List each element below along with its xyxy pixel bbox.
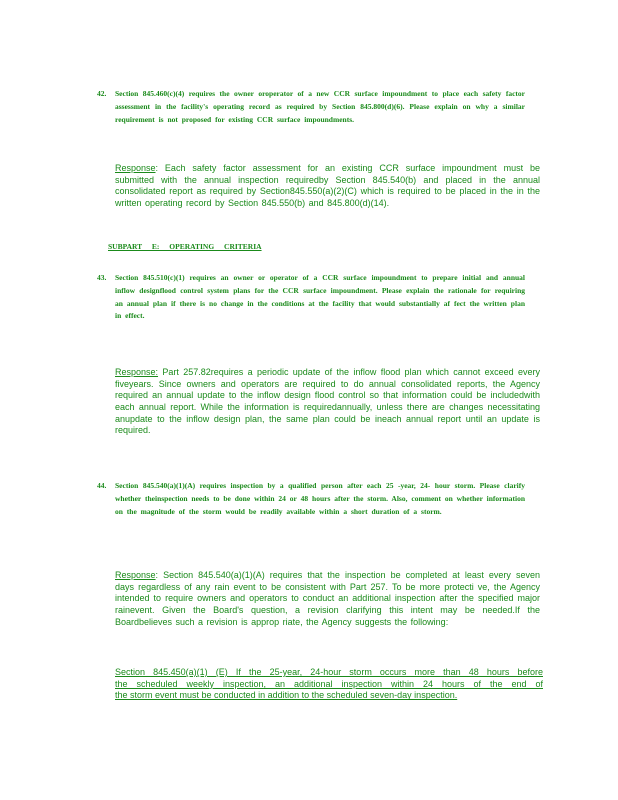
response-text: Part 257.82requires a periodic update of the inflow flood plan which cannot exceed every fiveyears. Since owners and operators are required to do annual consolidated reports, the Agency required an annual update to the inflow design flood control so that information could be includedwith each annual report. While the information is requiredannually, unless there are changes necessitating anupdate to the inflow design plan, the same plan could be ineach annual report until an update is required. bbox=[115, 367, 540, 436]
response-paragraph bbox=[115, 367, 540, 437]
question-text: Section 845.460(c)(4) requires the owner oroperator of a new CCR surface impoundment to place each safety factor assessment in the facility's operating record as required by Section 845.800(d)(6). Please explain on why a similar requirement is not proposed for existing CCR surface impoundments. bbox=[115, 89, 525, 124]
item-number: 44. bbox=[97, 481, 107, 490]
proposed-revision bbox=[115, 667, 543, 702]
response-paragraph bbox=[115, 570, 540, 628]
proposed-revision-line: Section 845.450(a)(1) (E) If the 25-year, 24-hour storm occurs more than 48 hours before bbox=[115, 667, 543, 677]
proposed-revision-line: the scheduled weekly inspection, an additional inspection within 24 hours of the end of bbox=[115, 678, 543, 689]
response-label: Response bbox=[115, 163, 156, 173]
subpart-heading: SUBPART E: OPERATING CRITERIA bbox=[108, 242, 262, 251]
response-text: : Section 845.540(a)(1)(A) requires that the inspection be completed at least every seven days regardless of any rain event to be consistent with Part 257. To be more protecti ve, the Agency intended to require owners and operators to conduct an additional inspection after the specified major rainevent. Given the Board's question, a revision clarifying this intent may be needed.If the Boardbelieves such a revision is approp riate, the Agency suggests the following: bbox=[115, 570, 540, 627]
item-number: 42. bbox=[97, 89, 107, 98]
question-text: Section 845.540(a)(1)(A) requires inspection by a qualified person after each 25 -year, 24- hour storm. Please clarify whether theinspection needs to be done within 24 or 48 hours after the storm. Also, comment on whether information on the magnitude of the storm would be readily available within a short duration of a storm. bbox=[115, 481, 525, 516]
response-label: Response: bbox=[115, 367, 159, 377]
response-label: Response bbox=[115, 570, 156, 580]
question-text: Section 845.510(c)(1) requires an owner or operator of a CCR surface impoundment to prepare initial and annual inflow designflood control system plans for the CCR surface impoundment. Please explain the rationale for requiring an annual plan if there is no change in the conditions at the facility that would substantially af fect the written plan in effect. bbox=[115, 273, 525, 321]
response-text: : Each safety factor assessment for an existing CCR surface impoundment must be submitted with the annual inspection requiredby Section 845.540(b) and placed in the annual consolidated report as required by Section845.550(a)(2)(C) which is required to be placed in the in the written operating record by Section 845.550(b) and 845.800(d)(14). bbox=[115, 163, 540, 209]
item-number: 43. bbox=[97, 273, 107, 282]
response-paragraph bbox=[115, 163, 540, 210]
proposed-revision-line: the storm event must be conducted in addition to the scheduled seven-day inspection. bbox=[115, 690, 458, 701]
